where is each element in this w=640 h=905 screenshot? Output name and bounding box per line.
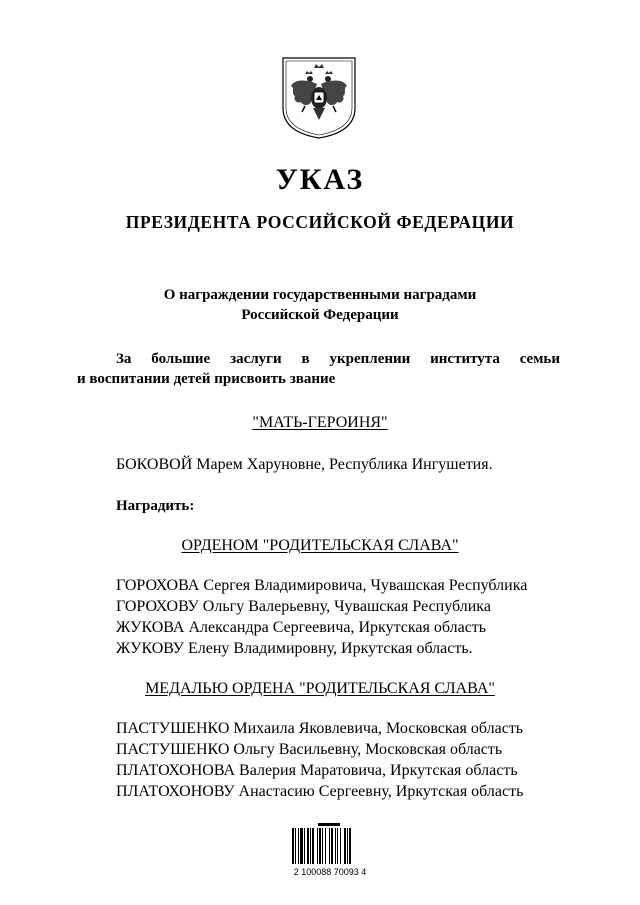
barcode-bar (317, 828, 318, 864)
barcode-bar (322, 828, 323, 864)
order-recipient: ЖУКОВА Александра Сергеевича, Иркутская область (116, 619, 487, 636)
medal-recipient: ПЛАТОХОНОВУ Анастасию Сергеевну, Иркутская область (116, 783, 524, 800)
order-title: ОРДЕНОМ "РОДИТЕЛЬСКАЯ СЛАВА" (181, 537, 459, 554)
barcode-caption: 2 100088 70093 4 (293, 867, 367, 877)
barcode-bar (347, 828, 348, 864)
barcode-bar (298, 828, 299, 864)
barcode-bar (295, 828, 296, 864)
preamble-line-2: и воспитании детей присвоить звание (77, 371, 336, 387)
barcode-bar (337, 828, 338, 864)
order-recipient: ГОРОХОВА Сергея Владимировича, Чувашская Республика (116, 577, 528, 594)
barcode-bar (335, 828, 336, 864)
honorary-title: "МАТЬ-ГЕРОИНЯ" (252, 414, 388, 431)
barcode-bar (319, 828, 321, 864)
honorary-title-recipient: БОКОВОЙ Марем Харуновне, Республика Ингушетия. (116, 456, 493, 473)
award-verb: Наградить: (116, 498, 195, 514)
medal-recipient: ПЛАТОХОНОВА Валерия Маратовича, Иркутская область (116, 762, 518, 779)
barcode-bar (340, 828, 341, 864)
document-subtitle: ПРЕЗИДЕНТА РОССИЙСКОЙ ФЕДЕРАЦИИ (125, 212, 515, 232)
barcode-bars (288, 822, 372, 878)
barcode-bar (307, 828, 309, 864)
barcode-bar (312, 828, 314, 864)
medal-recipient: ПАСТУШЕНКО Ольгу Васильевну, Московская область (116, 741, 503, 758)
barcode-bar (329, 828, 330, 864)
topic-line-2: Российской Федерации (241, 307, 399, 323)
barcode-bar (344, 828, 346, 864)
state-emblem-icon (281, 56, 357, 140)
barcode (288, 822, 372, 878)
barcode-bar (349, 828, 351, 864)
preamble-line-1: За большие заслуги в укреплении института семьи (116, 351, 560, 367)
barcode-bar (304, 828, 305, 864)
barcode-bar (310, 828, 311, 864)
topic-line-1: О награждении государственными наградами (163, 287, 477, 303)
order-recipient: ЖУКОВУ Елену Владимировну, Иркутская область. (116, 640, 473, 657)
barcode-bar (292, 828, 294, 864)
order-recipient: ГОРОХОВУ Ольгу Валерьевну, Чувашская Республика (116, 598, 491, 615)
medal-title: МЕДАЛЬЮ ОРДЕНА "РОДИТЕЛЬСКАЯ СЛАВА" (145, 680, 495, 697)
barcode-bar (331, 828, 333, 864)
medal-recipient: ПАСТУШЕНКО Михаила Яковлевича, Московская область (116, 720, 524, 737)
barcode-bar (300, 828, 303, 864)
barcode-bar (325, 828, 326, 864)
document-title: УКАЗ (275, 163, 365, 196)
